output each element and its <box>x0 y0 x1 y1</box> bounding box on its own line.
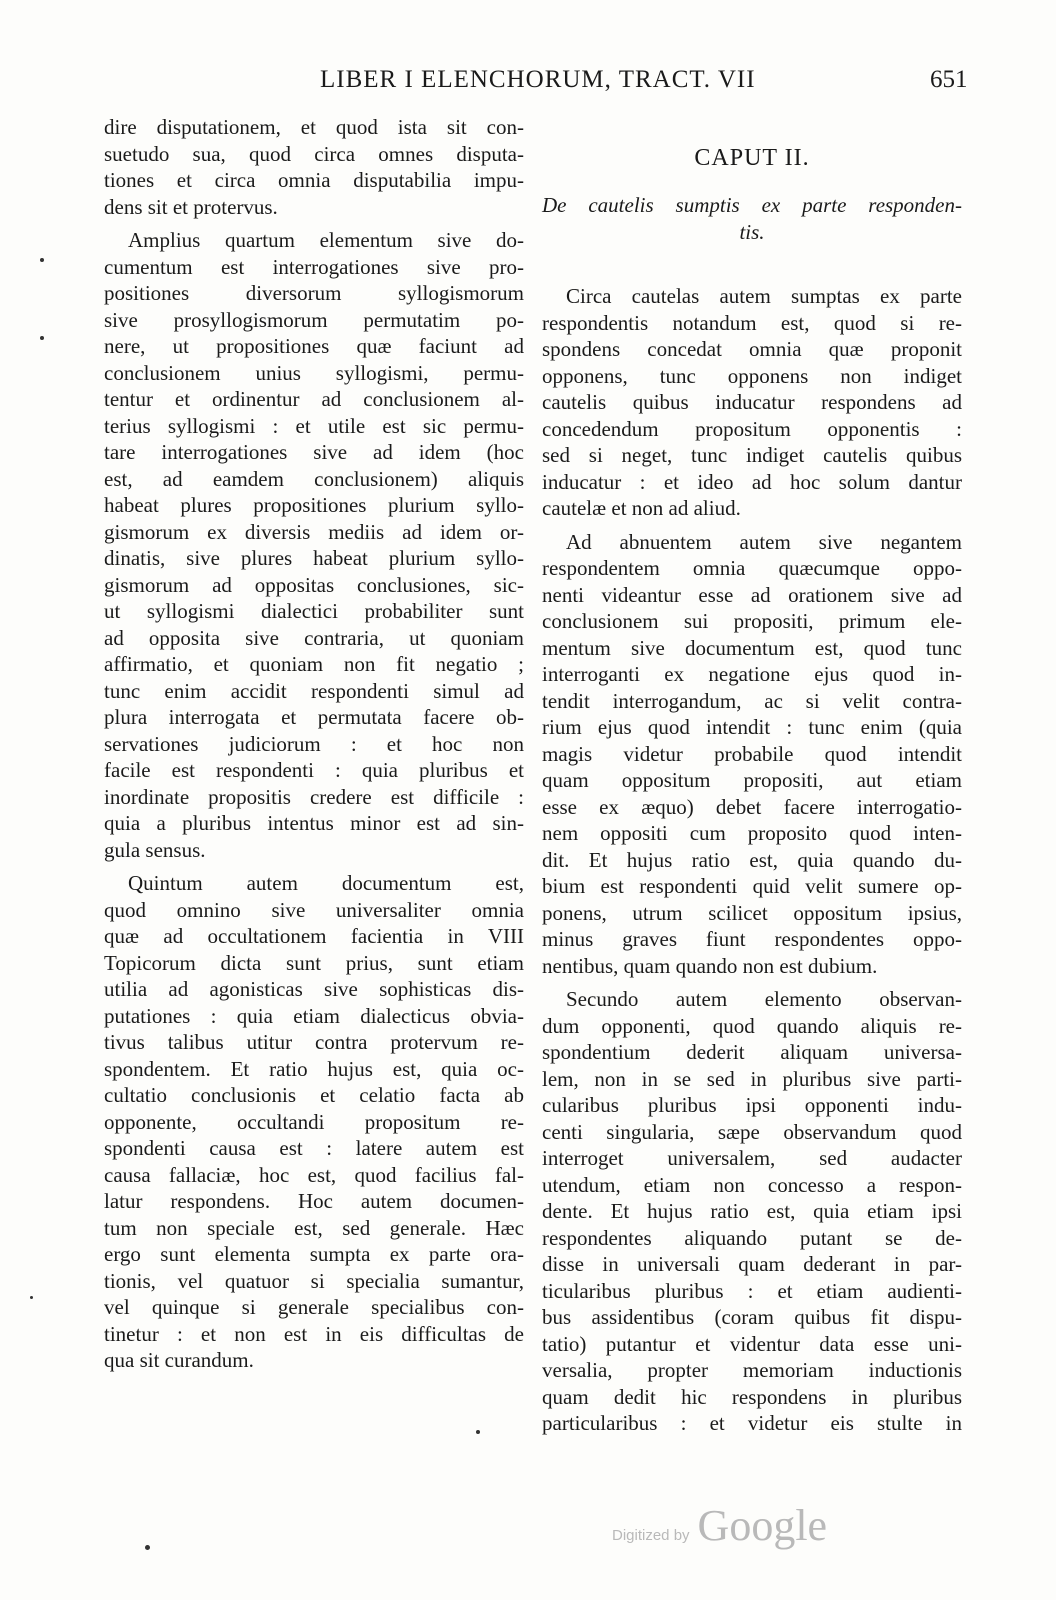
text-line: ad opposita sive contraria, ut quoniam <box>104 625 524 650</box>
paragraph <box>542 529 962 980</box>
text-line: vel quinque si generale specialibus con- <box>104 1295 524 1319</box>
text-line: cumentum est interrogationes sive pro- <box>104 254 524 279</box>
text-line: nem oppositi cum proposito quod inten- <box>542 821 962 845</box>
right-column <box>542 114 962 1444</box>
text-line: affirmatio, et quoniam non fit negatio ; <box>104 652 524 676</box>
text-line: facile est respondenti : quia pluribus et <box>104 758 524 782</box>
text-line: spondentium dederit aliquam universa- <box>542 1040 962 1064</box>
text-line: suetudo sua, quod circa omnes disputa- <box>104 141 524 166</box>
text-line: concedendum propositum opponentis : <box>542 416 962 441</box>
text-line: opponente, occultandi propositum re- <box>104 1109 524 1134</box>
scan-speck <box>476 1430 480 1434</box>
text-line: positiones diversorum syllogismorum <box>104 281 524 305</box>
left-column <box>104 114 524 1381</box>
text-line: dens sit et protervus. <box>104 194 278 219</box>
text-line: dit. Et hujus ratio est, quia quando du- <box>542 847 962 872</box>
scan-speck <box>40 258 44 262</box>
running-title: LIBER I ELENCHORUM, TRACT. VII <box>320 66 756 93</box>
text-line: ticularibus pluribus : et etiam audienti- <box>542 1278 962 1303</box>
text-line: ergo sunt elementa sumpta ex parte ora- <box>104 1242 524 1266</box>
watermark-prefix: Digitized by <box>612 1527 690 1544</box>
text-line: servationes judiciorum : et hoc non <box>104 731 524 756</box>
text-line: Circa cautelas autem sumptas ex parte <box>566 284 962 308</box>
text-line: Quintum autem documentum est, <box>128 871 524 895</box>
paragraph <box>104 870 524 1374</box>
text-line: minus graves fiunt respondentes oppo- <box>542 927 962 951</box>
text-line: quod omnino sive universaliter omnia <box>104 897 524 922</box>
text-line: est, ad eamdem conclusionem) aliquis <box>104 466 524 491</box>
text-line: interroganti ex negatione ejus quod in- <box>542 662 962 686</box>
text-line: utilia ad agonisticas sive sophisticas dis- <box>104 977 524 1001</box>
text-line: cautelis quibus inducatur respondens ad <box>542 390 962 414</box>
text-line: spondentem. Et ratio hujus est, quia oc- <box>104 1056 524 1081</box>
subtitle-line: De cautelis sumptis ex parte responden- <box>542 193 962 217</box>
text-line: conclusionem unius syllogismi, permu- <box>104 360 524 385</box>
text-line: centi singularia, sæpe observandum quod <box>542 1119 962 1144</box>
text-line: magis videtur probabile quod intendit <box>542 741 962 766</box>
text-line: opponens, tunc opponens non indiget <box>542 363 962 388</box>
text-line: ponens, utrum scilicet oppositum ipsius, <box>542 900 962 925</box>
text-line: inducatur : et ideo ad hoc solum dantur <box>542 469 962 494</box>
paragraph <box>104 227 524 863</box>
scan-speck <box>40 336 44 340</box>
text-line: cultatio conclusionis et celatio facta ab <box>104 1083 524 1107</box>
text-line: nentibus, quam quando non est dubium. <box>542 953 878 978</box>
text-line: particularibus : et videtur eis stulte in <box>542 1411 962 1435</box>
scan-speck <box>30 1296 33 1299</box>
text-line: tatio) putantur et videntur data esse uni- <box>542 1331 962 1356</box>
text-line: qua sit curandum. <box>104 1348 254 1372</box>
text-line: rium ejus quod intendit : tunc enim (quia <box>542 715 962 739</box>
text-line: nenti videantur esse ad orationem sive ad <box>542 582 962 607</box>
text-line: tionis, vel quatuor si specialia sumantur, <box>104 1268 524 1293</box>
text-line: gismorum ad oppositas conclusiones, sic- <box>104 572 524 597</box>
text-line: sed si neget, tunc indiget cautelis quibus <box>542 443 962 467</box>
text-line: sive prosyllogismorum permutatim po- <box>104 307 524 332</box>
text-line: quia a pluribus intentus minor est ad sin- <box>104 811 524 835</box>
text-line: habeat plures propositiones plurium syllo- <box>104 493 524 517</box>
text-line: conclusionem sui propositi, primum ele- <box>542 609 962 633</box>
text-line: Amplius quartum elementum sive do- <box>128 228 524 252</box>
text-line: disse in universali quam dederant in par- <box>542 1252 962 1276</box>
text-line: respondentis notandum est, quod si re- <box>542 310 962 335</box>
text-line: tare interrogationes sive ad idem (hoc <box>104 440 524 464</box>
text-line: dinatis, sive plures habeat plurium syllo- <box>104 546 524 570</box>
text-line: tinetur : et non est in eis difficultas de <box>104 1321 524 1346</box>
text-line: causa fallaciæ, hoc est, quod facilius fal- <box>104 1162 524 1187</box>
paragraph <box>104 114 524 220</box>
text-line: quæ ad occultationem facientia in VIII <box>104 924 524 948</box>
text-line: respondentes aliquando putant se de- <box>542 1225 962 1250</box>
text-line: ut syllogismi dialectici probabiliter sunt <box>104 599 524 623</box>
text-line: bium est respondenti quid velit sumere op- <box>542 874 962 898</box>
text-line: spondens concedat omnia quæ proponit <box>542 337 962 361</box>
text-line: tivus talibus utitur contra protervum re- <box>104 1030 524 1054</box>
text-line: bus assidentibus (coram quibus fit dispu- <box>542 1305 962 1329</box>
paragraph <box>542 986 962 1437</box>
text-line: Topicorum dicta sunt prius, sunt etiam <box>104 950 524 975</box>
text-line: interroget universalem, sed audacter <box>542 1146 962 1170</box>
text-line: plura interrogata et permutata facere ob- <box>104 705 524 729</box>
text-line: tum non speciale est, sed generale. Hæc <box>104 1215 524 1240</box>
text-line: Secundo autem elemento observan- <box>566 987 962 1011</box>
text-line: cautelæ et non ad aliud. <box>542 496 741 520</box>
text-line: tendit interrogandum, ac si velit contra- <box>542 688 962 713</box>
watermark-brand: Google <box>697 1501 828 1550</box>
text-line: utendum, etiam non concesso a respon- <box>542 1172 962 1197</box>
text-line: gismorum ex diversis mediis ad idem or- <box>104 519 524 544</box>
text-line: mentum sive documentum est, quod tunc <box>542 635 962 660</box>
text-line: terius syllogismi : et utile est sic permu- <box>104 413 524 438</box>
text-line: dire disputationem, et quod ista sit con- <box>104 115 524 139</box>
text-line: cularibus pluribus ipsi opponenti indu- <box>542 1093 962 1117</box>
scan-speck <box>145 1545 150 1550</box>
text-line: dente. Et hujus ratio est, quia etiam ipsi <box>542 1199 962 1223</box>
text-line: putationes : quia etiam dialecticus obvia- <box>104 1003 524 1028</box>
text-line: tunc enim accidit respondenti simul ad <box>104 678 524 703</box>
running-head <box>0 66 1056 98</box>
text-line: gula sensus. <box>104 837 206 862</box>
digitized-watermark <box>612 1500 827 1560</box>
text-line: quam dedit hic respondens in pluribus <box>542 1384 962 1409</box>
text-line: dum opponenti, quod quando aliquis re- <box>542 1013 962 1038</box>
text-line: versalia, propter memoriam inductionis <box>542 1358 962 1382</box>
text-line: inordinate propositis credere est difficile : <box>104 784 524 809</box>
chapter-subtitle <box>542 192 962 245</box>
text-line: lem, non in se sed in pluribus sive parti- <box>542 1066 962 1091</box>
text-line: latur respondens. Hoc autem documen- <box>104 1189 524 1213</box>
text-line: esse ex æquo) debet facere interrogatio- <box>542 794 962 819</box>
chapter-heading: CAPUT II. <box>694 145 810 171</box>
text-line: Ad abnuentem autem sive negantem <box>566 529 962 554</box>
subtitle-line: tis. <box>739 219 765 244</box>
text-line: respondentem omnia quæcumque oppo- <box>542 556 962 580</box>
text-line: nere, ut propositiones quæ faciunt ad <box>104 334 524 358</box>
text-line: tiones et circa omnia disputabilia impu- <box>104 168 524 192</box>
text-line: quam oppositum propositi, aut etiam <box>542 768 962 792</box>
text-line: tentur et ordinentur ad conclusionem al- <box>104 387 524 411</box>
text-line: spondenti causa est : latere autem est <box>104 1136 524 1160</box>
page-number: 651 <box>930 66 968 93</box>
paragraph <box>542 283 962 522</box>
